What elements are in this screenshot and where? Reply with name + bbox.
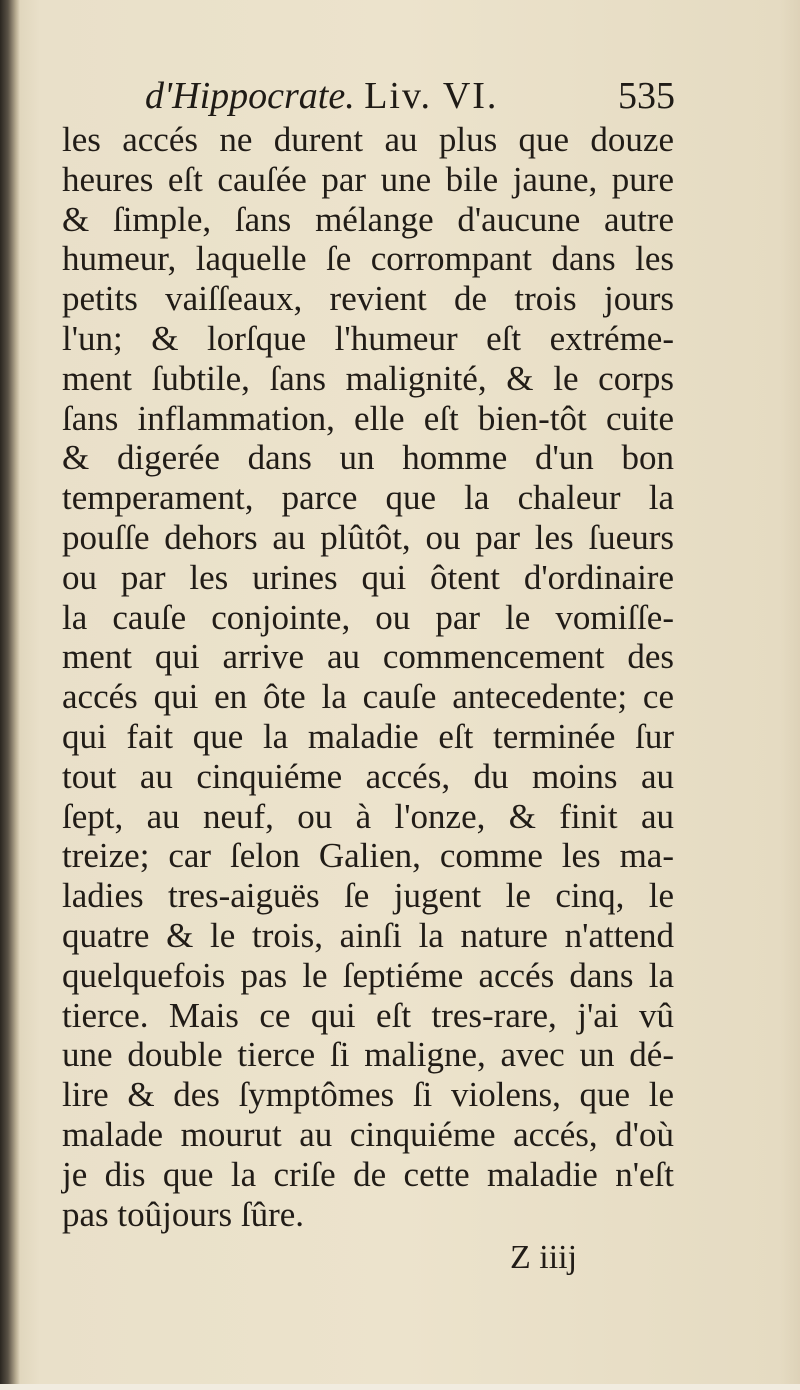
page-bottom-edge <box>0 1384 800 1390</box>
text-line: ment ſubtile, ſans malignité, & le corps <box>62 358 674 398</box>
text-line: tierce. Mais ce qui eſt tres-rare, j'ai vû <box>62 995 674 1035</box>
text-line: ment qui arrive au commencement des <box>62 637 674 677</box>
text-line: accés qui en ôte la cauſe antecedente; ce <box>62 677 674 717</box>
text-line: je dis que la criſe de cette maladie n'eſt <box>62 1154 674 1194</box>
text-line: quatre & le trois, ainſi la nature n'attend <box>62 915 674 955</box>
page-number: 535 <box>618 75 675 117</box>
text-line: petits vaiſſeaux, revient de trois jours <box>62 279 674 319</box>
text-line: tout au cinquiéme accés, du moins au <box>62 756 674 796</box>
text-line: une double tierce ſi maligne, avec un dé- <box>62 1035 674 1075</box>
running-title: d'Hippocrate. <box>145 75 355 117</box>
text-line: quelquefois pas le ſeptiéme accés dans la <box>62 955 674 995</box>
text-line: & digerée dans un homme d'un bon <box>62 438 674 478</box>
text-line: temperament, parce que la chaleur la <box>62 478 674 518</box>
text-line: ſept, au neuf, ou à l'onze, & finit au <box>62 796 674 836</box>
text-line: qui fait que la maladie eſt terminée ſur <box>62 716 674 756</box>
page-gutter-shadow <box>0 0 20 1390</box>
text-line: lire & des ſymptômes ſi violens, que le <box>62 1075 674 1115</box>
book-number: Liv. VI. <box>364 75 499 117</box>
text-line: pouſſe dehors au plûtôt, ou par les ſueurs <box>62 517 674 557</box>
text-line: les accés ne durent au plus que douze <box>62 120 674 159</box>
text-line: ou par les urines qui ôtent d'ordinaire <box>62 557 674 597</box>
text-line: malade mourut au cinquiéme accés, d'où <box>62 1114 674 1154</box>
text-line: & ſimple, ſans mélange d'aucune autre <box>62 199 674 239</box>
signature-mark: Z iiij <box>510 1239 578 1276</box>
body-text <box>62 120 674 1234</box>
text-line: pas toûjours ſûre. <box>62 1194 305 1234</box>
text-line: humeur, laquelle ſe corrompant dans les <box>62 239 674 279</box>
running-header <box>145 70 675 122</box>
text-line: la cauſe conjointe, ou par le vomiſſe- <box>62 597 674 637</box>
text-line: treize; car ſelon Galien, comme les ma- <box>62 836 674 876</box>
text-line: heures eſt cauſée par une bile jaune, pure <box>62 159 674 199</box>
text-line: ladies tres-aiguës ſe jugent le cinq, le <box>62 876 674 916</box>
text-line: ſans inflammation, elle eſt bien-tôt cuite <box>62 398 674 438</box>
text-line: l'un; & lorſque l'humeur eſt extréme- <box>62 318 674 358</box>
